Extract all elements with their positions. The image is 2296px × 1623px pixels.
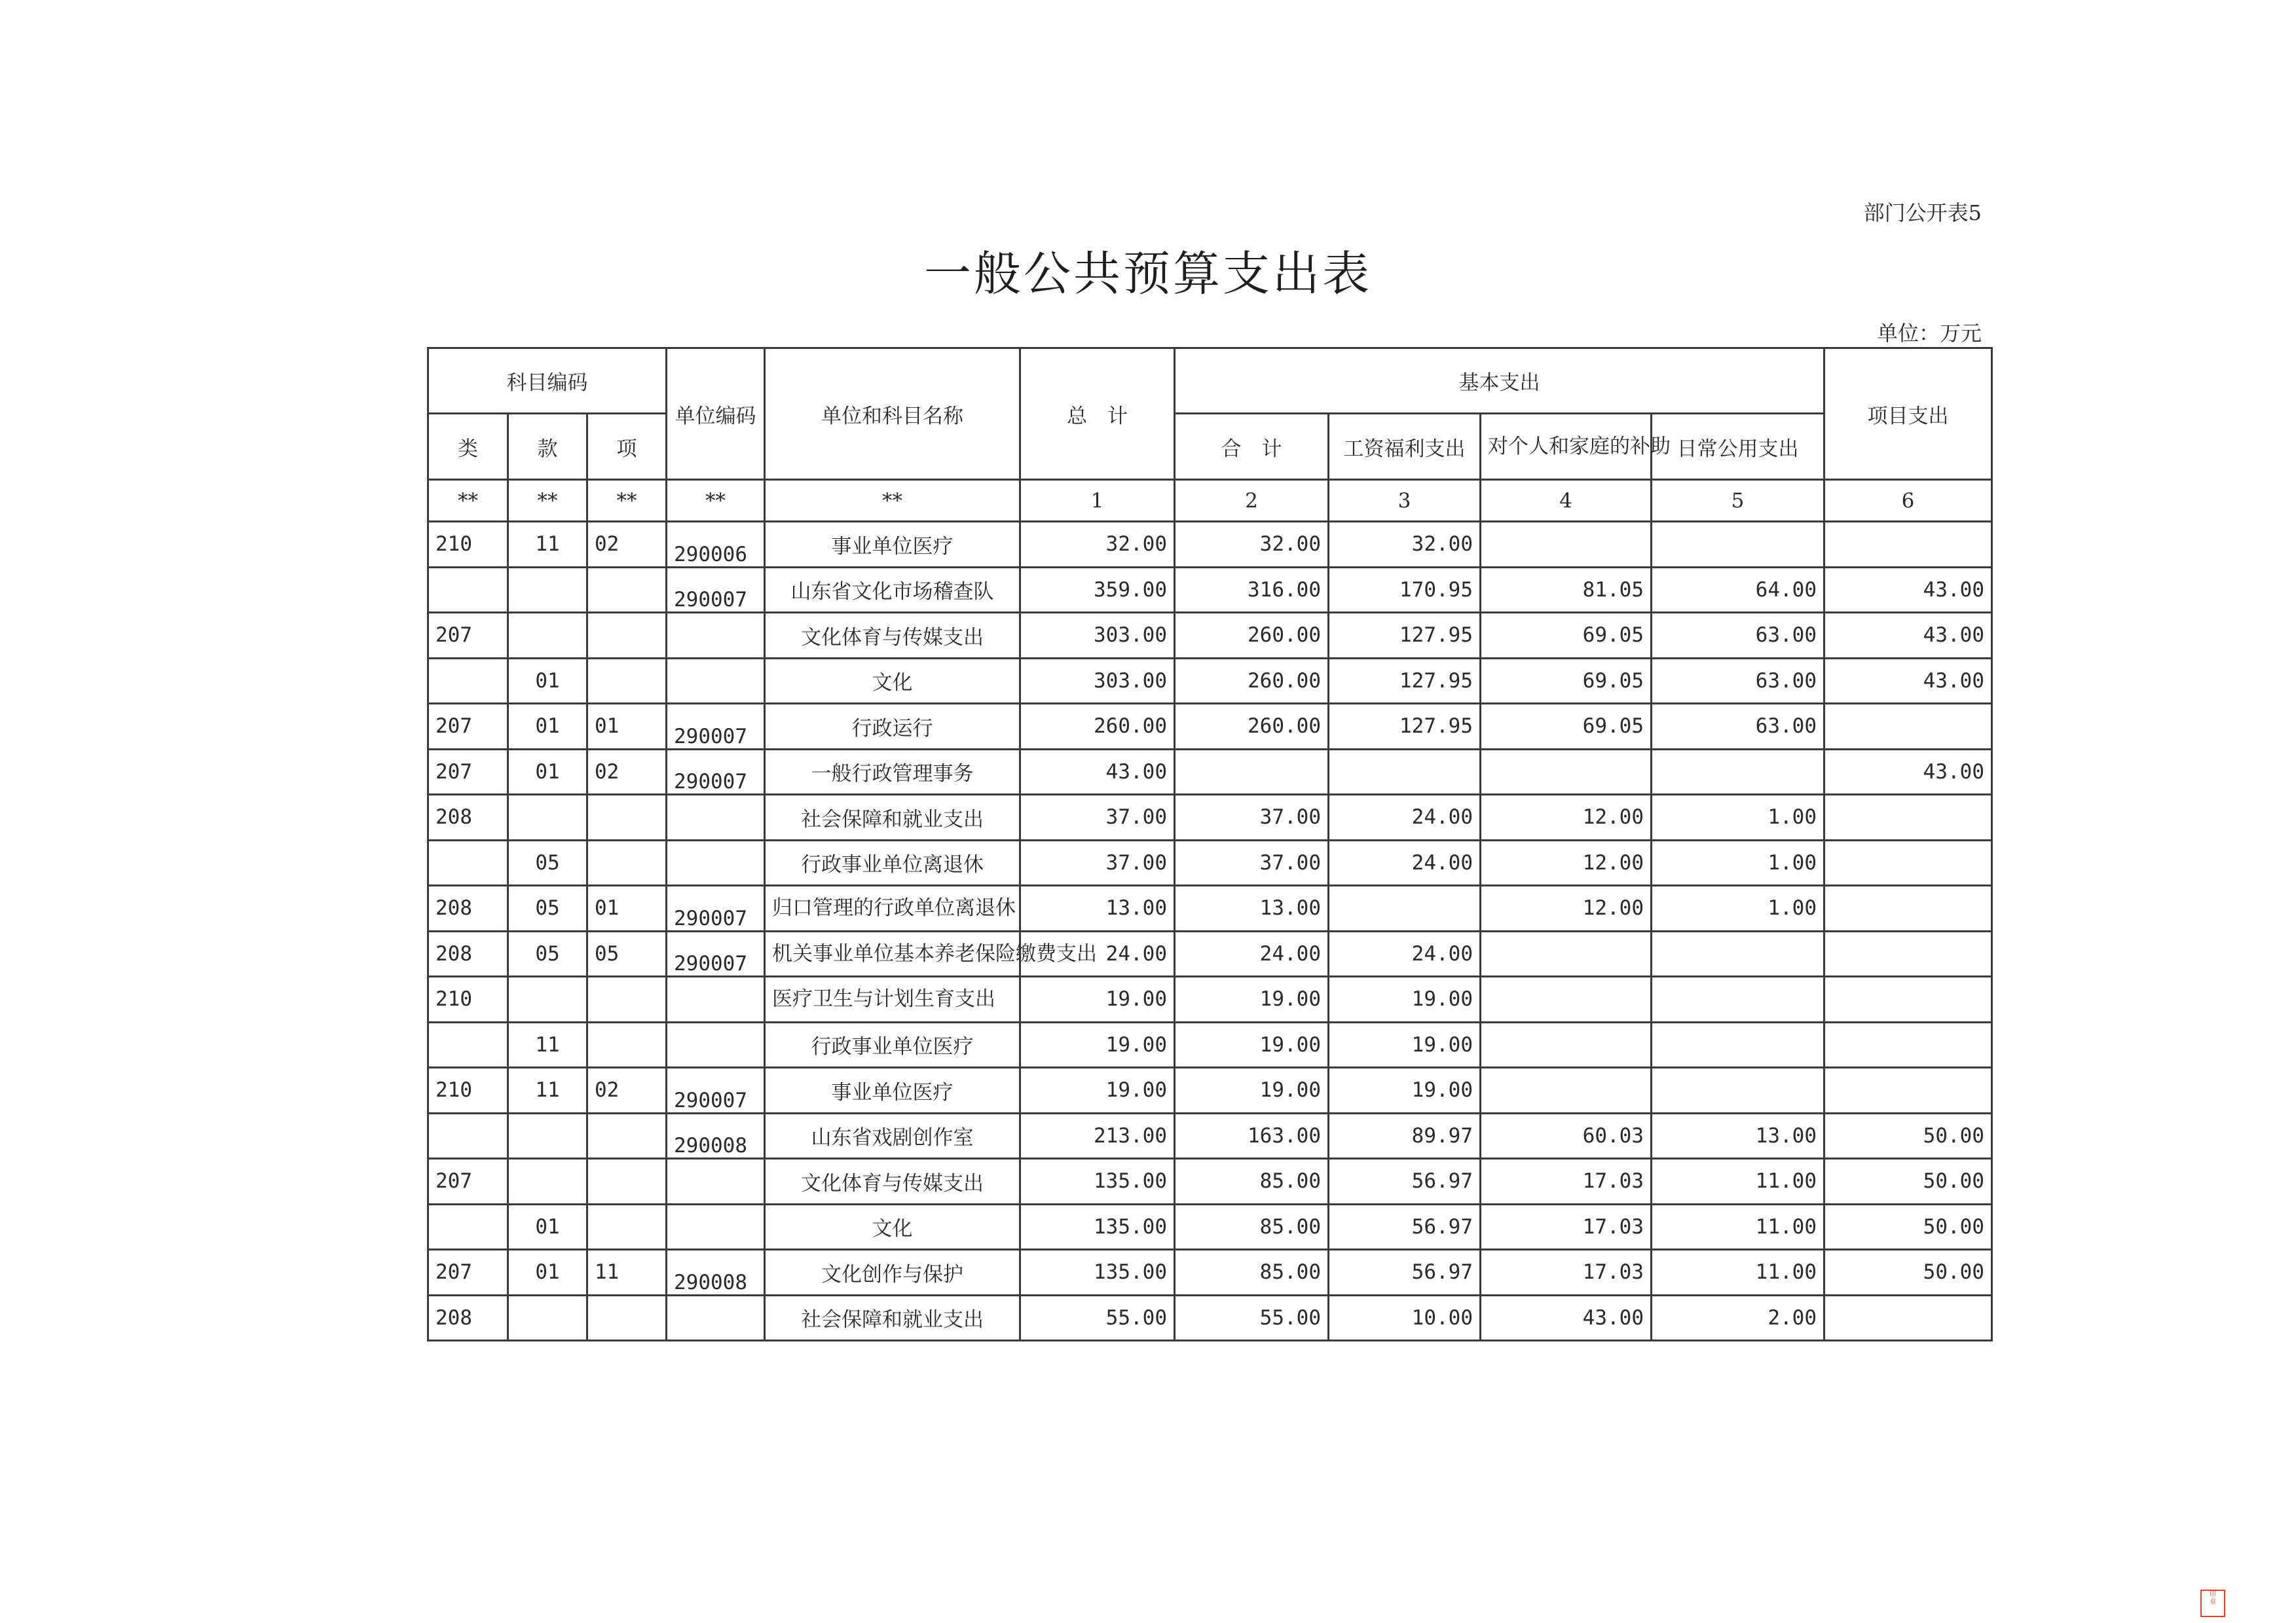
- cell-subtotal: 260.00: [1175, 704, 1329, 750]
- cell-name: 行政事业单位医疗: [765, 1022, 1020, 1068]
- cell-daily: 63.00: [1652, 613, 1824, 659]
- cell-name: 山东省文化市场稽查队: [765, 567, 1020, 613]
- cell-unit: 290007: [667, 886, 765, 932]
- cell-xiang: 11: [587, 1250, 667, 1296]
- header-unit-code: 单位编码: [667, 348, 765, 480]
- cell-unit: 290007: [667, 567, 765, 613]
- header-lei: 类: [428, 414, 508, 480]
- cell-personal: 81.05: [1481, 567, 1652, 613]
- cell-kuan: [508, 1295, 587, 1341]
- header-total: 总 计: [1020, 348, 1175, 480]
- cell-daily: 1.00: [1652, 795, 1824, 841]
- cell-lei: 207: [428, 704, 508, 750]
- cell-project: [1824, 1022, 1992, 1068]
- mark-cell: **: [765, 480, 1020, 522]
- cell-lei: 208: [428, 931, 508, 977]
- cell-total: 260.00: [1020, 704, 1175, 750]
- cell-total: 19.00: [1020, 1022, 1175, 1068]
- cell-total: 32.00: [1020, 522, 1175, 568]
- header-daily: 日常公用支出: [1652, 414, 1824, 480]
- cell-total: 19.00: [1020, 977, 1175, 1023]
- cell-project: [1824, 886, 1992, 932]
- cell-kuan: 05: [508, 931, 587, 977]
- form-number: 部门公开表5: [1863, 200, 1982, 225]
- mark-cell: 4: [1481, 480, 1652, 522]
- mark-cell: **: [508, 480, 587, 522]
- cell-salary: 127.95: [1329, 704, 1481, 750]
- header-project: 项目支出: [1824, 348, 1992, 480]
- cell-subtotal: 163.00: [1175, 1113, 1329, 1159]
- cell-project: [1824, 931, 1992, 977]
- table-row: [428, 886, 1992, 932]
- cell-xiang: 02: [587, 749, 667, 795]
- cell-total: 303.00: [1020, 658, 1175, 704]
- cell-salary: 170.95: [1329, 567, 1481, 613]
- cell-unit: [667, 977, 765, 1023]
- cell-xiang: [587, 1022, 667, 1068]
- cell-subtotal: 37.00: [1175, 795, 1329, 841]
- cell-subtotal: 24.00: [1175, 931, 1329, 977]
- cell-name: 文化: [765, 658, 1020, 704]
- cell-total: 43.00: [1020, 749, 1175, 795]
- cell-daily: [1652, 1022, 1824, 1068]
- cell-daily: [1652, 1068, 1824, 1114]
- cell-lei: 210: [428, 1068, 508, 1114]
- cell-unit: 290006: [667, 522, 765, 568]
- cell-kuan: [508, 977, 587, 1023]
- cell-project: 43.00: [1824, 567, 1992, 613]
- table-row: [428, 1295, 1992, 1341]
- table-row: [428, 613, 1992, 659]
- table-body: [428, 522, 1992, 1341]
- cell-daily: [1652, 749, 1824, 795]
- cell-xiang: [587, 567, 667, 613]
- cell-total: 37.00: [1020, 795, 1175, 841]
- cell-personal: 12.00: [1481, 886, 1652, 932]
- mark-cell: 5: [1652, 480, 1824, 522]
- cell-total: 135.00: [1020, 1250, 1175, 1296]
- cell-salary: 127.95: [1329, 613, 1481, 659]
- cell-xiang: [587, 658, 667, 704]
- cell-lei: [428, 1022, 508, 1068]
- cell-personal: 12.00: [1481, 795, 1652, 841]
- cell-lei: 207: [428, 1250, 508, 1296]
- cell-total: 213.00: [1020, 1113, 1175, 1159]
- table-row: [428, 795, 1992, 841]
- header-xiang: 项: [587, 414, 667, 480]
- cell-kuan: [508, 795, 587, 841]
- cell-personal: 17.03: [1481, 1250, 1652, 1296]
- table-row: [428, 704, 1992, 750]
- cell-project: 50.00: [1824, 1250, 1992, 1296]
- cell-lei: 208: [428, 886, 508, 932]
- cell-subtotal: 19.00: [1175, 1022, 1329, 1068]
- table-row: [428, 1113, 1992, 1159]
- cell-lei: [428, 840, 508, 886]
- cell-lei: [428, 658, 508, 704]
- cell-xiang: 05: [587, 931, 667, 977]
- cell-kuan: [508, 567, 587, 613]
- cell-personal: 69.05: [1481, 658, 1652, 704]
- cell-unit: [667, 658, 765, 704]
- cell-subtotal: [1175, 749, 1329, 795]
- cell-salary: 19.00: [1329, 1068, 1481, 1114]
- cell-name: 事业单位医疗: [765, 522, 1020, 568]
- mark-cell: 3: [1329, 480, 1481, 522]
- cell-project: 50.00: [1824, 1159, 1992, 1205]
- cell-unit: [667, 1295, 765, 1341]
- cell-xiang: [587, 1295, 667, 1341]
- cell-xiang: [587, 1113, 667, 1159]
- table-row: [428, 522, 1992, 568]
- cell-subtotal: 19.00: [1175, 1068, 1329, 1114]
- cell-kuan: 01: [508, 658, 587, 704]
- cell-subtotal: 55.00: [1175, 1295, 1329, 1341]
- cell-project: [1824, 840, 1992, 886]
- cell-name: 文化: [765, 1204, 1020, 1250]
- cell-personal: 69.05: [1481, 613, 1652, 659]
- cell-subtotal: 13.00: [1175, 886, 1329, 932]
- cell-daily: 13.00: [1652, 1113, 1824, 1159]
- cell-personal: [1481, 1068, 1652, 1114]
- cell-salary: 10.00: [1329, 1295, 1481, 1341]
- cell-salary: 89.97: [1329, 1113, 1481, 1159]
- cell-kuan: 01: [508, 1250, 587, 1296]
- cell-total: 55.00: [1020, 1295, 1175, 1341]
- cell-salary: 56.97: [1329, 1204, 1481, 1250]
- cell-daily: 63.00: [1652, 704, 1824, 750]
- cell-unit: [667, 795, 765, 841]
- cell-xiang: [587, 1204, 667, 1250]
- cell-daily: 63.00: [1652, 658, 1824, 704]
- table-row: [428, 840, 1992, 886]
- cell-lei: 207: [428, 1159, 508, 1205]
- cell-daily: [1652, 931, 1824, 977]
- cell-salary: 24.00: [1329, 795, 1481, 841]
- cell-subtotal: 85.00: [1175, 1204, 1329, 1250]
- unit-label: 单位：万元: [1876, 321, 1982, 346]
- cell-project: [1824, 704, 1992, 750]
- header-subject-code: 科目编码: [428, 348, 667, 414]
- mark-cell: **: [667, 480, 765, 522]
- cell-name: 文化体育与传媒支出: [765, 1159, 1020, 1205]
- cell-kuan: 05: [508, 840, 587, 886]
- mark-cell: 6: [1824, 480, 1992, 522]
- table-row: [428, 567, 1992, 613]
- header-name: 单位和科目名称: [765, 348, 1020, 480]
- header-salary: 工资福利支出: [1329, 414, 1481, 480]
- header-basic: 基本支出: [1175, 348, 1824, 414]
- cell-total: 37.00: [1020, 840, 1175, 886]
- cell-unit: [667, 1204, 765, 1250]
- cell-name: 机关事业单位基本养老保险缴费支出: [765, 931, 1020, 977]
- cell-lei: 208: [428, 795, 508, 841]
- cell-total: 303.00: [1020, 613, 1175, 659]
- table-row: [428, 1204, 1992, 1250]
- header-personal: 对个人和家庭的补助: [1481, 414, 1652, 480]
- cell-lei: 210: [428, 977, 508, 1023]
- cell-total: 13.00: [1020, 886, 1175, 932]
- cell-kuan: 11: [508, 522, 587, 568]
- mark-cell: **: [428, 480, 508, 522]
- header-kuan: 款: [508, 414, 587, 480]
- cell-project: 50.00: [1824, 1204, 1992, 1250]
- table-row: [428, 1159, 1992, 1205]
- cell-salary: 127.95: [1329, 658, 1481, 704]
- cell-xiang: 01: [587, 886, 667, 932]
- cell-kuan: [508, 1159, 587, 1205]
- cell-lei: 208: [428, 1295, 508, 1341]
- cell-project: [1824, 1068, 1992, 1114]
- seal-stamp-icon: 印 章: [2200, 1590, 2225, 1617]
- cell-xiang: [587, 613, 667, 659]
- cell-kuan: 01: [508, 704, 587, 750]
- cell-name: 行政运行: [765, 704, 1020, 750]
- cell-total: 359.00: [1020, 567, 1175, 613]
- cell-salary: 24.00: [1329, 840, 1481, 886]
- cell-unit: 290007: [667, 931, 765, 977]
- cell-personal: 69.05: [1481, 704, 1652, 750]
- table-row: [428, 931, 1992, 977]
- cell-subtotal: 85.00: [1175, 1250, 1329, 1296]
- table-row: [428, 749, 1992, 795]
- cell-name: 社会保障和就业支出: [765, 1295, 1020, 1341]
- cell-xiang: [587, 1159, 667, 1205]
- cell-subtotal: 19.00: [1175, 977, 1329, 1023]
- cell-unit: 290007: [667, 749, 765, 795]
- cell-project: 43.00: [1824, 658, 1992, 704]
- cell-salary: [1329, 749, 1481, 795]
- cell-xiang: 02: [587, 1068, 667, 1114]
- cell-project: [1824, 795, 1992, 841]
- cell-name: 归口管理的行政单位离退休: [765, 886, 1020, 932]
- cell-lei: 207: [428, 613, 508, 659]
- cell-lei: 207: [428, 749, 508, 795]
- cell-unit: [667, 1159, 765, 1205]
- cell-unit: 290007: [667, 1068, 765, 1114]
- cell-unit: [667, 1022, 765, 1068]
- cell-project: [1824, 977, 1992, 1023]
- cell-xiang: 01: [587, 704, 667, 750]
- cell-personal: 17.03: [1481, 1159, 1652, 1205]
- cell-salary: 19.00: [1329, 1022, 1481, 1068]
- cell-daily: [1652, 977, 1824, 1023]
- cell-salary: [1329, 886, 1481, 932]
- cell-name: 文化体育与传媒支出: [765, 613, 1020, 659]
- cell-personal: 12.00: [1481, 840, 1652, 886]
- budget-table: [427, 347, 1993, 1341]
- cell-project: 43.00: [1824, 613, 1992, 659]
- cell-personal: 17.03: [1481, 1204, 1652, 1250]
- cell-name: 社会保障和就业支出: [765, 795, 1020, 841]
- cell-salary: 56.97: [1329, 1250, 1481, 1296]
- cell-kuan: [508, 1113, 587, 1159]
- page-title: 一般公共预算支出表: [923, 246, 1372, 301]
- cell-unit: 290008: [667, 1250, 765, 1296]
- cell-subtotal: 316.00: [1175, 567, 1329, 613]
- cell-salary: 56.97: [1329, 1159, 1481, 1205]
- mark-cell: **: [587, 480, 667, 522]
- cell-daily: 1.00: [1652, 840, 1824, 886]
- cell-subtotal: 260.00: [1175, 613, 1329, 659]
- cell-kuan: 11: [508, 1022, 587, 1068]
- cell-personal: [1481, 1022, 1652, 1068]
- table-row: [428, 658, 1992, 704]
- table-row: [428, 977, 1992, 1023]
- cell-project: 50.00: [1824, 1113, 1992, 1159]
- cell-project: [1824, 1295, 1992, 1341]
- cell-personal: [1481, 977, 1652, 1023]
- cell-daily: [1652, 522, 1824, 568]
- cell-lei: [428, 567, 508, 613]
- cell-kuan: 01: [508, 1204, 587, 1250]
- cell-daily: 2.00: [1652, 1295, 1824, 1341]
- cell-kuan: 11: [508, 1068, 587, 1114]
- mark-cell: 2: [1175, 480, 1329, 522]
- cell-total: 135.00: [1020, 1159, 1175, 1205]
- cell-daily: 11.00: [1652, 1204, 1824, 1250]
- cell-xiang: 02: [587, 522, 667, 568]
- cell-project: 43.00: [1824, 749, 1992, 795]
- cell-unit: 290007: [667, 704, 765, 750]
- cell-lei: 210: [428, 522, 508, 568]
- cell-personal: [1481, 522, 1652, 568]
- cell-kuan: 05: [508, 886, 587, 932]
- cell-salary: 19.00: [1329, 977, 1481, 1023]
- table-row: [428, 1250, 1992, 1296]
- cell-name: 一般行政管理事务: [765, 749, 1020, 795]
- cell-subtotal: 85.00: [1175, 1159, 1329, 1205]
- cell-subtotal: 260.00: [1175, 658, 1329, 704]
- cell-personal: 43.00: [1481, 1295, 1652, 1341]
- cell-xiang: [587, 840, 667, 886]
- cell-unit: [667, 840, 765, 886]
- cell-total: 24.00: [1020, 931, 1175, 977]
- cell-project: [1824, 522, 1992, 568]
- cell-total: 135.00: [1020, 1204, 1175, 1250]
- cell-kuan: 01: [508, 749, 587, 795]
- cell-lei: [428, 1204, 508, 1250]
- cell-xiang: [587, 977, 667, 1023]
- cell-salary: 24.00: [1329, 931, 1481, 977]
- cell-total: 19.00: [1020, 1068, 1175, 1114]
- cell-daily: 11.00: [1652, 1159, 1824, 1205]
- cell-name: 行政事业单位离退休: [765, 840, 1020, 886]
- cell-name: 事业单位医疗: [765, 1068, 1020, 1114]
- cell-daily: 64.00: [1652, 567, 1824, 613]
- cell-lei: [428, 1113, 508, 1159]
- cell-name: 文化创作与保护: [765, 1250, 1020, 1296]
- cell-unit: 290008: [667, 1113, 765, 1159]
- cell-subtotal: 37.00: [1175, 840, 1329, 886]
- table-row: [428, 1068, 1992, 1114]
- cell-unit: [667, 613, 765, 659]
- cell-daily: 11.00: [1652, 1250, 1824, 1296]
- cell-personal: [1481, 749, 1652, 795]
- cell-salary: 32.00: [1329, 522, 1481, 568]
- cell-name: 医疗卫生与计划生育支出: [765, 977, 1020, 1023]
- cell-xiang: [587, 795, 667, 841]
- mark-cell: 1: [1020, 480, 1175, 522]
- header-subtotal: 合 计: [1175, 414, 1329, 480]
- cell-daily: 1.00: [1652, 886, 1824, 932]
- cell-personal: 60.03: [1481, 1113, 1652, 1159]
- table-row: [428, 1022, 1992, 1068]
- cell-personal: [1481, 931, 1652, 977]
- cell-subtotal: 32.00: [1175, 522, 1329, 568]
- cell-kuan: [508, 613, 587, 659]
- cell-name: 山东省戏剧创作室: [765, 1113, 1020, 1159]
